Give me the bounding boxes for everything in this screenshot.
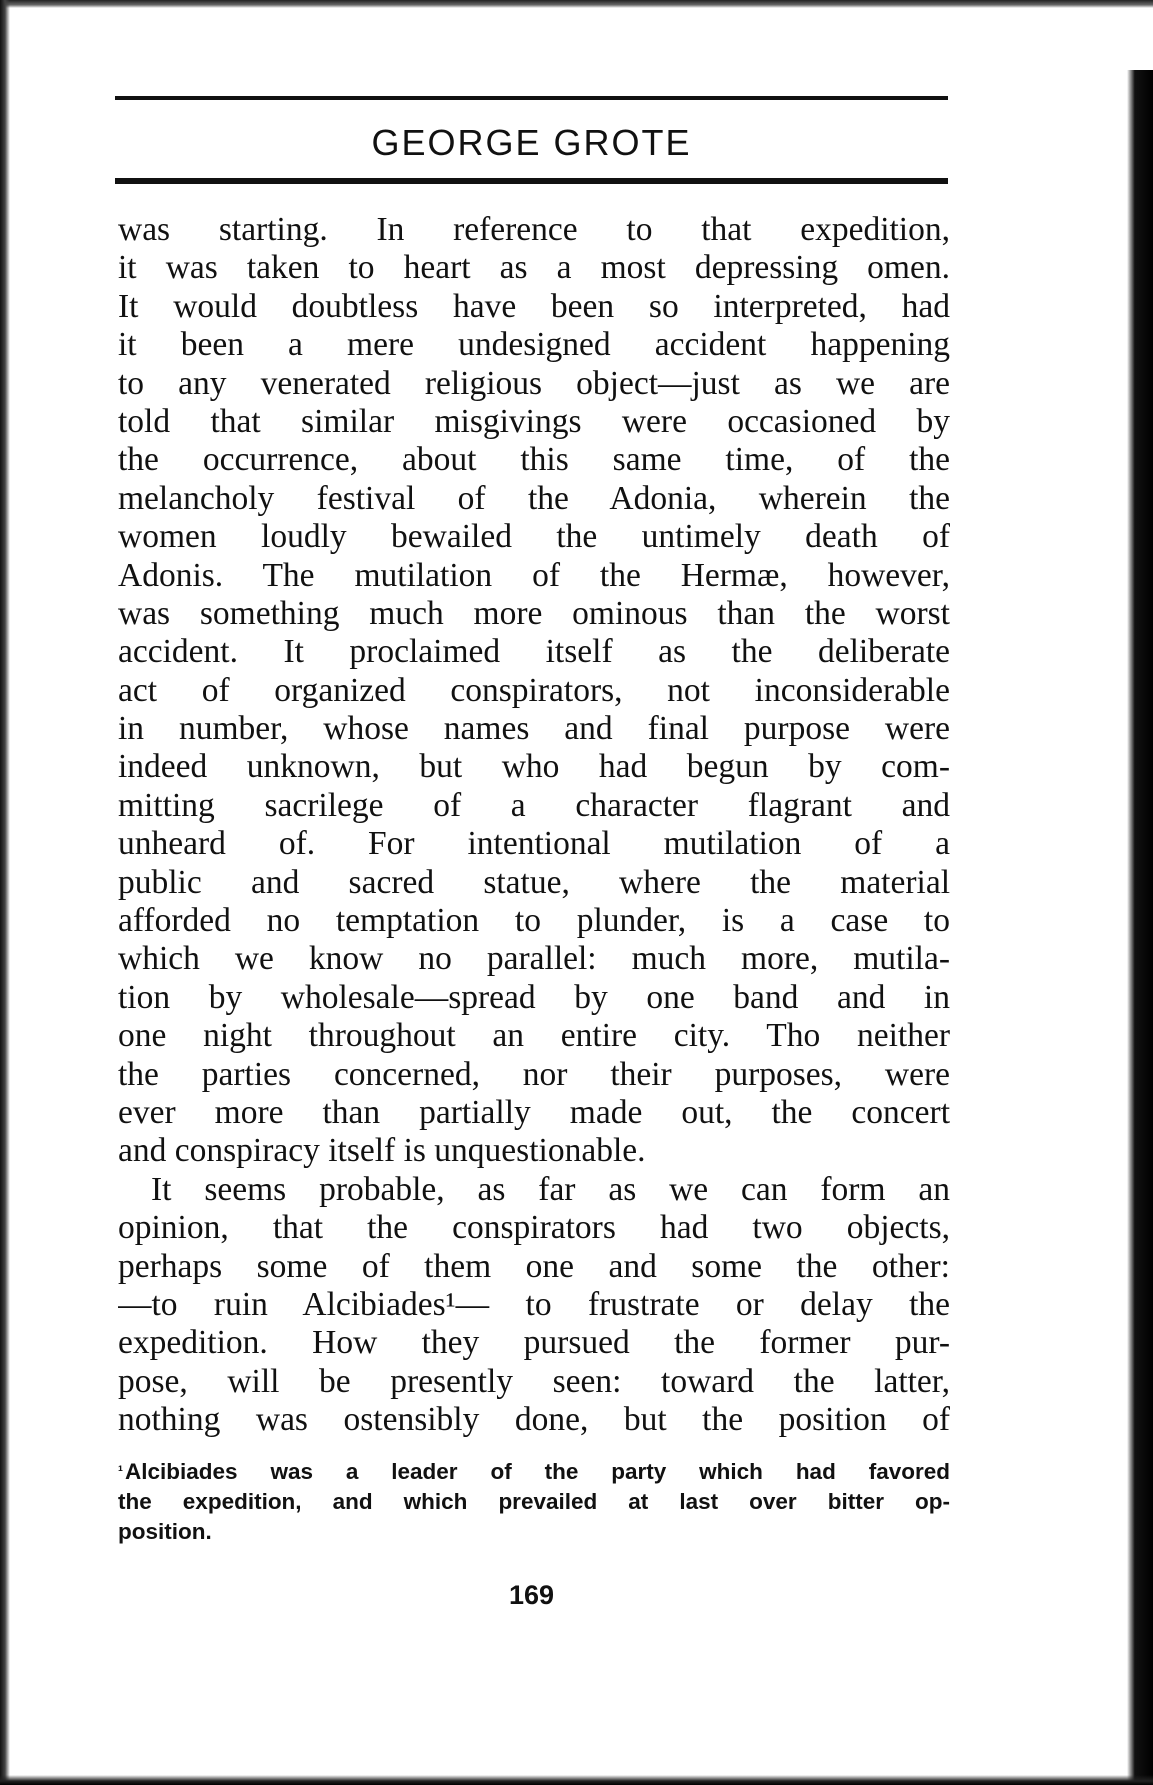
footnote-line: the expedition, and which prevailed at last over bitter op- — [118, 1489, 950, 1514]
footnote-text: Alcibiades was a leader of the party which had favored — [125, 1459, 950, 1484]
body-text — [118, 211, 950, 1440]
text-line: pose, will be presently seen: toward the latter, — [118, 1362, 950, 1400]
text-line: Adonis. The mutilation of the Hermæ, however, — [118, 556, 950, 594]
header-rule-top — [115, 96, 948, 100]
text-line: It would doubtless have been so interpreted, had — [118, 287, 950, 325]
page-edge-right — [1127, 70, 1153, 1785]
text-line: —to ruin Alcibiades¹— to frustrate or delay the — [118, 1285, 950, 1323]
text-line: women loudly bewailed the untimely death of — [118, 518, 950, 556]
text-line: it been a mere undesigned accident happening — [118, 326, 950, 364]
footnote-line: position. — [118, 1519, 212, 1544]
footnote-line — [118, 1457, 950, 1487]
text-line: to any venerated religious object—just as we are — [118, 364, 950, 402]
running-head: GEORGE GROTE — [371, 122, 692, 163]
text-line: told that similar misgivings were occasioned by — [118, 402, 950, 440]
text-line: tion by wholesale—spread by one band and in — [118, 978, 950, 1016]
footnote — [118, 1457, 950, 1547]
text-line: unheard of. For intentional mutilation of a — [118, 825, 950, 863]
text-line: was something much more ominous than the worst — [118, 594, 950, 632]
page-edge-left — [0, 0, 10, 1785]
page-edge-top — [0, 0, 1153, 8]
text-line: accident. It proclaimed itself as the deliberate — [118, 633, 950, 671]
text-line: mitting sacrilege of a character flagrant and — [118, 786, 950, 824]
page-edge-bottom — [0, 1775, 1153, 1785]
text-line: perhaps some of them one and some the other: — [118, 1247, 950, 1285]
paragraph-start-line: It seems probable, as far as we can form an — [151, 1170, 950, 1208]
text-line: public and sacred statue, where the material — [118, 863, 950, 901]
text-line: nothing was ostensibly done, but the position of — [118, 1401, 950, 1439]
text-line: in number, whose names and final purpose were — [118, 710, 950, 748]
page-number: 169 — [508, 1580, 555, 1610]
text-line: the occurrence, about this same time, of the — [118, 441, 950, 479]
text-line: opinion, that the conspirators had two objects, — [118, 1209, 950, 1247]
text-line: afforded no temptation to plunder, is a case to — [118, 902, 950, 940]
text-line: indeed unknown, but who had begun by com- — [118, 748, 950, 786]
text-line: it was taken to heart as a most depressing omen. — [118, 249, 950, 287]
text-line: act of organized conspirators, not inconsiderable — [118, 671, 950, 709]
footnote-marker: ¹ — [118, 1463, 123, 1480]
text-line: melancholy festival of the Adonia, wherein the — [118, 479, 950, 517]
text-line: expedition. How they pursued the former pur- — [118, 1324, 950, 1362]
text-line: ever more than partially made out, the concert — [118, 1093, 950, 1131]
header-rule-bottom — [115, 178, 948, 184]
text-line: was starting. In reference to that expedition, — [118, 211, 950, 248]
text-line: which we know no parallel: much more, mutila- — [118, 940, 950, 978]
text-line: one night throughout an entire city. Tho neither — [118, 1017, 950, 1055]
text-line: the parties concerned, nor their purposes, were — [118, 1055, 950, 1093]
paragraph-end-line: and conspiracy itself is unquestionable. — [118, 1132, 646, 1170]
